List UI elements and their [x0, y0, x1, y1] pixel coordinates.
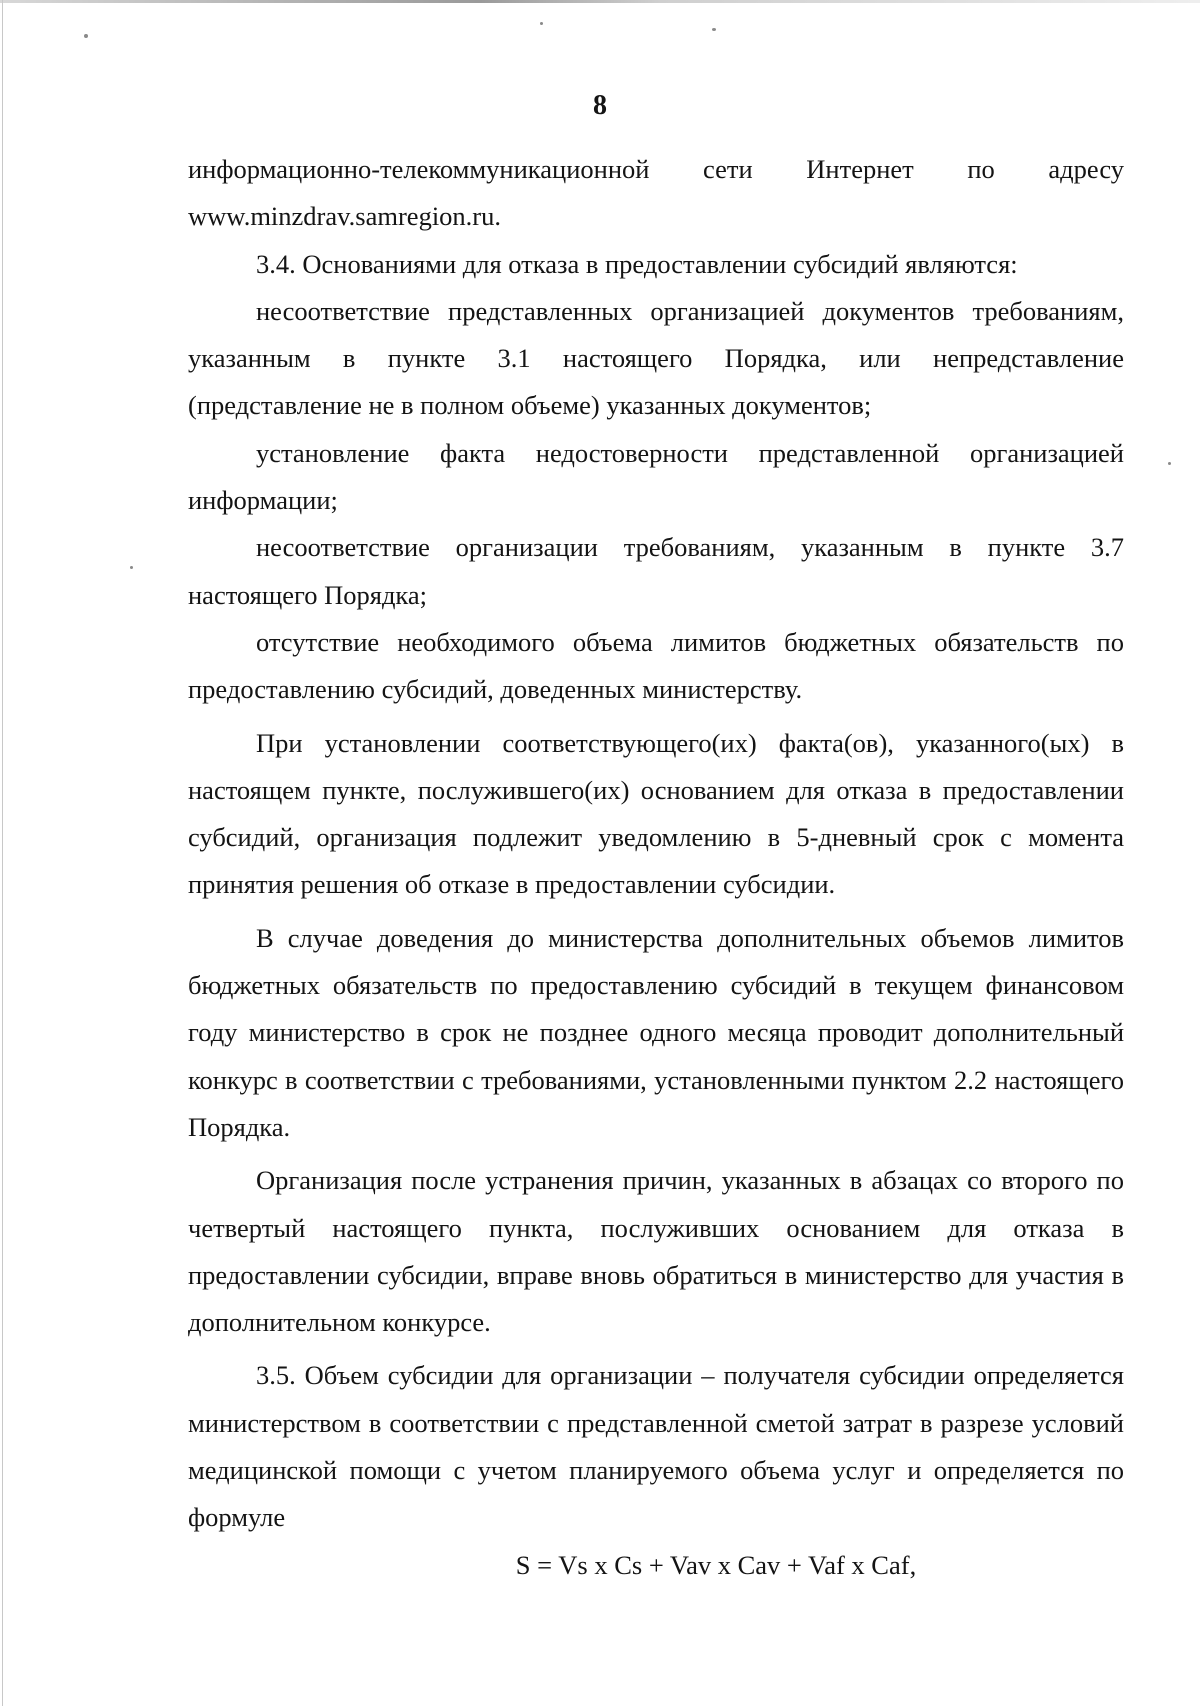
document-body	[188, 146, 1124, 1589]
paragraph-website: информационно-телекоммуникационной сети Интернет по адресу www.minzdrav.samregion.ru.	[188, 154, 1124, 232]
page-number: 8	[593, 90, 607, 121]
scan-speck	[84, 34, 88, 38]
scan-speck	[712, 28, 716, 31]
paragraph-refusal-unreliable-info: установление факта недостоверности представленной организацией информации;	[188, 437, 1124, 516]
scan-left-edge	[2, 0, 3, 1706]
paragraph-refusal-documents: несоответствие представленных организацией документов требованиям, указанным в пункте 3.1 настоящего Порядка, или непредставление (представление не в полном объеме) указанных документов;	[188, 295, 1124, 421]
scan-speck	[1168, 462, 1171, 465]
subsidy-formula: S = Vs x Cs + Vav x Cav + Vaf x Caf,	[515, 1549, 917, 1580]
paragraph-3-5-subsidy-volume: 3.5. Объем субсидии для организации – получателя субсидии определяется министерством в соответствии с представленной сметой затрат в разрезе условий медицинской помощи с учетом планируемого объема услуг и определяется по формуле	[188, 1360, 1124, 1533]
paragraph-refusal-limits: отсутствие необходимого объема лимитов бюджетных обязательств по предоставлению субсидий, доведенных министерству.	[188, 626, 1124, 705]
scan-speck	[130, 566, 133, 569]
paragraph-notification: При установлении соответствующего(их) факта(ов), указанного(ых) в настоящем пункте, послужившего(их) основанием для отказа в предоставлении субсидий, организация подлежит уведомлению в 5-дневный срок с момента принятия решения об отказе в предоставлении субсидии.	[188, 727, 1124, 900]
paragraph-additional-contest: В случае доведения до министерства дополнительных объемов лимитов бюджетных обязательств по предоставлению субсидий в текущем финансовом году министерство в срок не позднее одного месяца проводит дополнительный конкурс в соответствии с требованиями, установленными пунктом 2.2 настоящего Порядка.	[188, 922, 1124, 1142]
scan-speck	[540, 22, 543, 25]
paragraph-reapply: Организация после устранения причин, указанных в абзацах со второго по четвертый настоящего пункта, послуживших основанием для отказа в предоставлении субсидии, вправе вновь обратиться в министерство для участия в дополнительном конкурсе.	[188, 1165, 1124, 1338]
paragraph-3-4-heading: 3.4. Основаниями для отказа в предоставлении субсидий являются:	[256, 248, 1018, 279]
scan-top-edge	[0, 0, 1200, 3]
paragraph-refusal-requirements: несоответствие организации требованиям, указанным в пункте 3.7 настоящего Порядка;	[188, 532, 1124, 610]
